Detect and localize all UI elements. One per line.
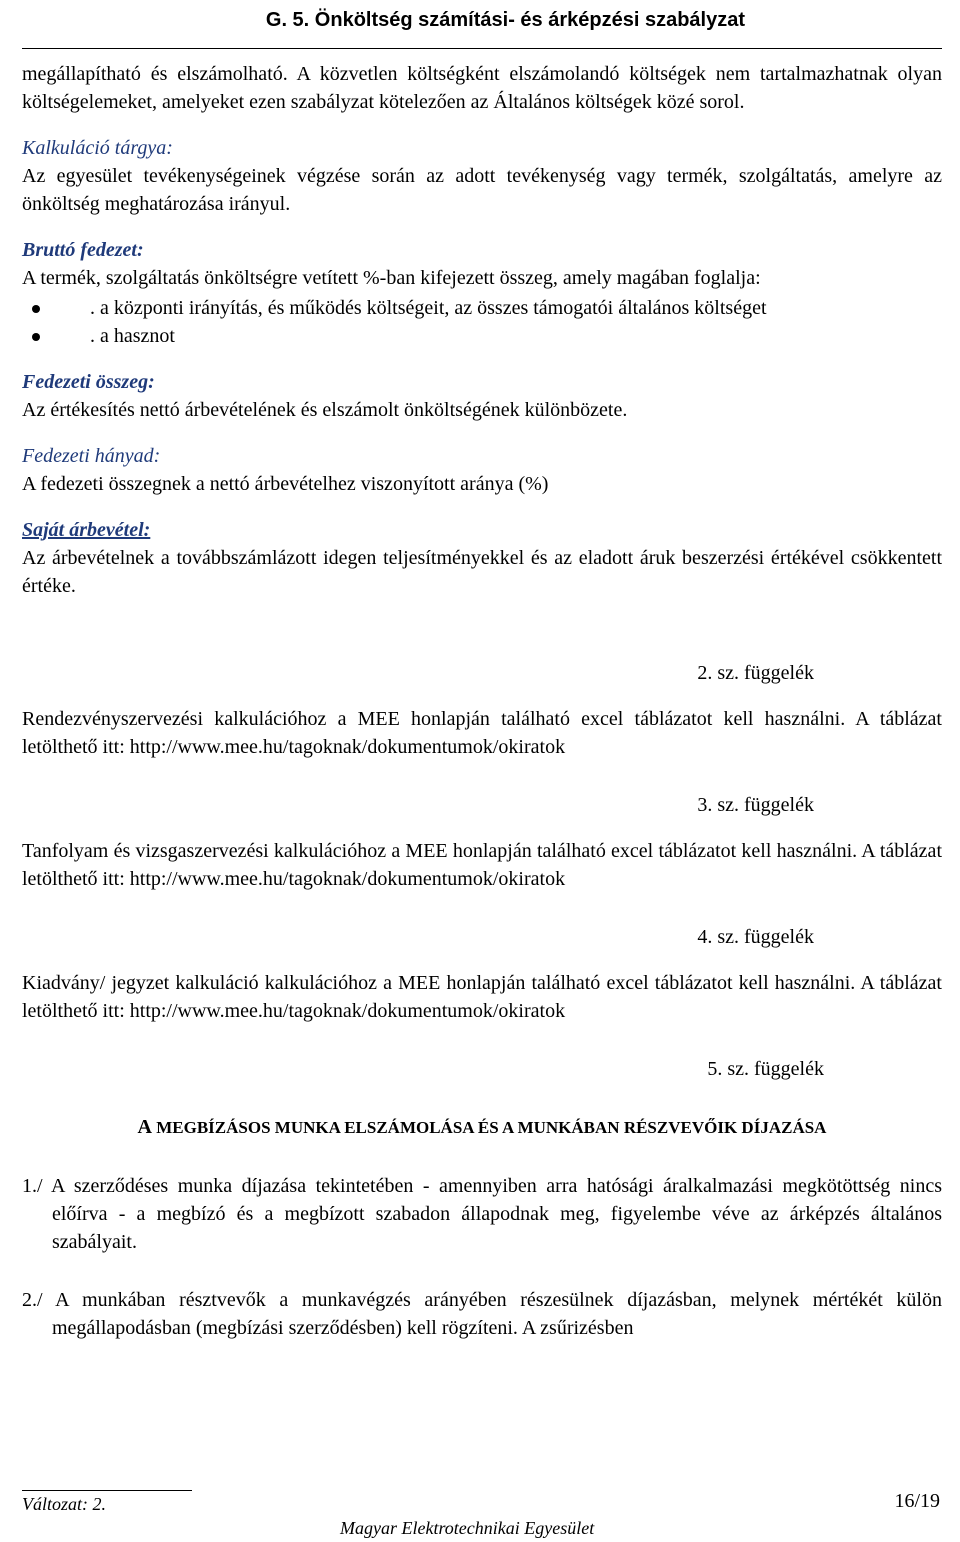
footer-version: Változat: 2. <box>22 1494 106 1514</box>
term-brutto-fedezet: Bruttó fedezet: <box>22 239 144 261</box>
definition-fedezeti-osszeg: Az értékesítés nettó árbevételének és elszámolt önköltségének különbözete. <box>22 399 628 421</box>
term-sajat-arbevetel: Saját árbevétel: <box>22 519 151 541</box>
footer-organization: Magyar Elektrotechnikai Egyesület <box>340 1518 595 1538</box>
page-content <box>22 60 942 1342</box>
appendix-2-text: Rendezvényszervezési kalkulációhoz a MEE honlapján található excel táblázatot kell használni. A táblázat letölthető itt: http://www.mee.hu/tagoknak/dokumentumok/okiratok <box>22 708 942 758</box>
term-kalkulacio-targya: Kalkuláció tárgya: <box>22 137 173 159</box>
list-item-text: . a központi irányítás, és működés költségeit, az összes támogatói általános költséget <box>90 297 767 319</box>
section-item-2: 2./ A munkában résztvevők a munkavégzés arányében részesülnek díjazásban, melynek mértékét külön megállapodásban (megbízási szerződésben) kell rögzíteni. A zsűrizésben <box>22 1289 942 1339</box>
appendix-2-label: 2. sz. függelék <box>697 662 814 684</box>
bullet-icon <box>32 305 40 313</box>
document-header-title: G. 5. Önköltség számítási- és árképzési szabályzat <box>265 9 745 31</box>
appendix-5-label: 5. sz. függelék <box>707 1058 824 1080</box>
footer-page-number: 16/19 <box>894 1490 940 1512</box>
list-item <box>22 294 942 322</box>
definition-fedezeti-hanyad: A fedezeti összegnek a nettó árbevételhez viszonyított aránya (%) <box>22 473 549 495</box>
appendix-3-label: 3. sz. függelék <box>697 794 814 816</box>
term-fedezeti-osszeg: Fedezeti összeg: <box>22 371 155 393</box>
appendix-3-text: Tanfolyam és vizsgaszervezési kalkulációhoz a MEE honlapján található excel táblázatot kell használni. A táblázat letölthető itt: http://www.mee.hu/tagoknak/dokumentumok/okiratok <box>22 840 942 890</box>
section-title-rest: MEGBÍZÁSOS MUNKA ELSZÁMOLÁSA ÉS A MUNKÁBAN RÉSZVEVŐIK DÍJAZÁSA <box>151 1118 827 1137</box>
header-divider <box>22 48 942 49</box>
definition-sajat-arbevetel: Az árbevételnek a továbbszámlázott idegen teljesítményekkel és az eladott áruk beszerzési értékével csökkentett értéke. <box>22 547 942 597</box>
section-title <box>22 1113 942 1142</box>
section-title-initial: A <box>137 1116 152 1138</box>
term-fedezeti-hanyad: Fedezeti hányad: <box>22 445 161 467</box>
appendix-4-label: 4. sz. függelék <box>697 926 814 948</box>
appendix-4-text: Kiadvány/ jegyzet kalkuláció kalkulációhoz a MEE honlapján található excel táblázatot kell használni. A táblázat letölthető itt: http://www.mee.hu/tagoknak/dokumentumok/okiratok <box>22 972 942 1022</box>
bullet-icon <box>32 333 40 341</box>
definition-kalkulacio-targya: Az egyesület tevékenységeinek végzése során az adott tevékenység vagy termék, szolgáltatás, amelyre az önköltség meghatározása irányul. <box>22 165 942 215</box>
intro-paragraph: megállapítható és elszámolható. A közvetlen költségként elszámolandó költségek nem tartalmazhatnak olyan költségelemeket, amelyeket ezen szabályzat kötelezően az Általános költségek közé sorol. <box>22 63 942 113</box>
section-item-1: 1./ A szerződéses munka díjazása tekintetében - amennyiben arra hatósági áralkalmazási megkötöttség nincs előírva - a megbízó és a megbízott szabadon állapodnak meg, figyelembe véve az árképzés általános szabályait. <box>22 1175 942 1253</box>
definition-brutto-fedezet: A termék, szolgáltatás önköltségre vetített %-ban kifejezett összeg, amely magában foglalja: <box>22 267 761 289</box>
brutto-fedezet-list <box>22 294 942 350</box>
list-item-text: . a hasznot <box>90 325 175 347</box>
list-item <box>22 322 942 350</box>
